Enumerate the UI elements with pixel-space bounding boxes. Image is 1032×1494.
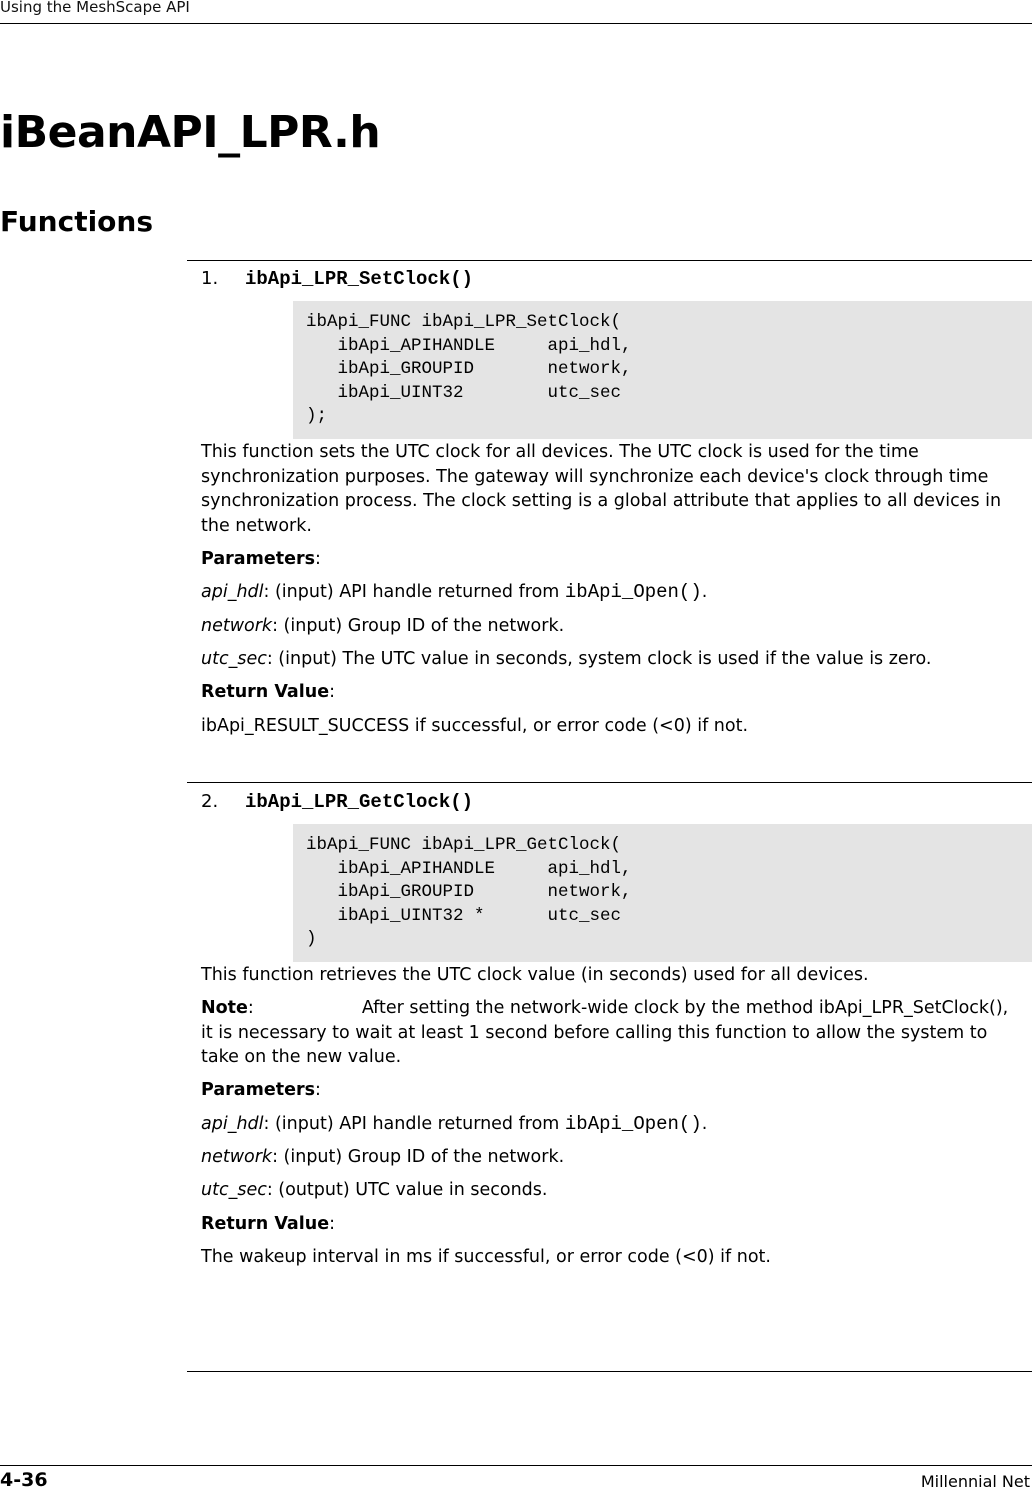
code-line: ); xyxy=(306,406,328,426)
code-line: ibApi_APIHANDLE api_hdl, xyxy=(306,858,632,879)
function-2-description: This function retrieves the UTC clock value (in seconds) used for all devices. xyxy=(201,965,869,985)
function-2-parameters-label: Parameters: xyxy=(201,1080,321,1100)
code-line: ibApi_FUNC ibApi_LPR_SetClock( xyxy=(306,312,622,332)
function-2-code-block xyxy=(293,824,1032,962)
page-number: 4-36 xyxy=(0,1469,48,1491)
function-1-heading xyxy=(201,268,473,290)
function-2-return-label: Return Value: xyxy=(201,1214,335,1234)
section-title: Functions xyxy=(0,205,154,238)
bottom-rule xyxy=(187,1371,1032,1372)
function-1-parameters-label: Parameters: xyxy=(201,549,321,569)
function-2-heading xyxy=(201,791,473,813)
function-1-code-block xyxy=(293,301,1032,439)
function-2-param-api-hdl: api_hdl: (input) API handle returned from ibApi_Open(). xyxy=(201,1113,708,1135)
code-line: ibApi_GROUPID network, xyxy=(306,882,632,902)
footer-company: Millennial Net xyxy=(920,1472,1030,1491)
function-1-name: ibApi_LPR_SetClock() xyxy=(245,268,474,290)
header-rule xyxy=(0,23,1032,24)
function-2-number: 2. xyxy=(201,791,219,812)
function-2-name: ibApi_LPR_GetClock() xyxy=(245,791,474,813)
function-2-rule xyxy=(187,782,1032,783)
function-2-param-network: network: (input) Group ID of the network. xyxy=(201,1147,565,1167)
function-1-return-label: Return Value: xyxy=(201,682,335,702)
code-line: ibApi_UINT32 * utc_sec xyxy=(306,905,622,926)
page-title: iBeanAPI_LPR.h xyxy=(0,107,381,158)
function-1-description: This function sets the UTC clock for all devices. The UTC clock is used for the time synchronization purposes. The gateway will synchronize each device's clock through time synchronization process. The clock setting is a global attribute that applies to all devices in the network. xyxy=(201,442,1002,536)
function-1-param-api-hdl: api_hdl: (input) API handle returned from ibApi_Open(). xyxy=(201,581,708,603)
function-1-number: 1. xyxy=(201,268,219,289)
function-2-return-text: The wakeup interval in ms if successful, or error code (<0) if not. xyxy=(201,1247,771,1267)
footer-rule xyxy=(0,1465,1032,1466)
function-1-return-text: ibApi_RESULT_SUCCESS if successful, or error code (<0) if not. xyxy=(201,716,749,736)
function-1-param-network: network: (input) Group ID of the network. xyxy=(201,616,565,636)
function-2-note: Note: After setting the network-wide clock by the method ibApi_LPR_SetClock(), it is necessary to wait at least 1 second before calling this function to allow the system to take on the new value. xyxy=(201,998,1009,1067)
function-2-param-utc-sec: utc_sec: (output) UTC value in seconds. xyxy=(201,1180,548,1200)
function-1-rule xyxy=(187,260,1032,261)
code-line: ibApi_FUNC ibApi_LPR_GetClock( xyxy=(306,835,622,855)
code-line: ibApi_APIHANDLE api_hdl, xyxy=(306,335,632,356)
running-header: Using the MeshScape API xyxy=(0,0,190,16)
code-line: ) xyxy=(306,929,317,949)
code-line: ibApi_GROUPID network, xyxy=(306,359,632,379)
function-1-param-utc-sec: utc_sec: (input) The UTC value in seconds, system clock is used if the value is zero. xyxy=(201,649,932,669)
code-line: ibApi_UINT32 utc_sec xyxy=(306,382,622,403)
